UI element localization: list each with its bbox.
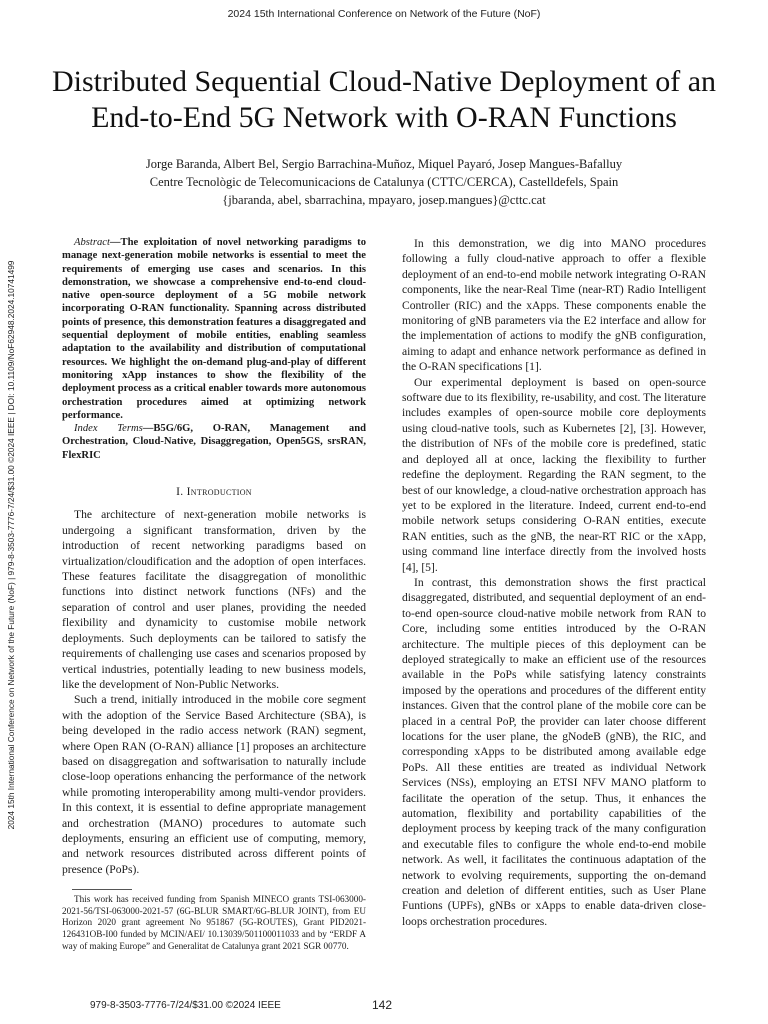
author-block bbox=[40, 155, 728, 209]
side-strip-text: 2024 15th International Conference on Network of the Future (NoF) | 979-8-3503-7776-7/24/$31.00 ©2024 IEEE | DOI: 10.1109/NoF62948.2024.10741499 bbox=[6, 260, 16, 830]
page-number: 142 bbox=[372, 998, 393, 1012]
abstract-text: —The exploitation of novel networking paradigms to manage next-generation mobile networks is essential to meet the requirements of emerging use cases and scenarios. In this demonstration, we showcase a comprehensive end-to-end cloud-native open-source deployment of a 5G mobile network incorporating O-RAN functionality. Spanning across distributed points of presence, this demonstration features a disaggregated and sequential deployment of mobile entities, enabling seamless adaptation to the availability and distribution of computational resources. We highlight the on-demand plug-and-play of different monitoring xApp instances to show the flexibility of the deployment process as a critical enabler towards more autonomous orchestration procedures aimed at optimizing network performance. bbox=[62, 237, 366, 421]
abstract-label: Abstract bbox=[74, 237, 110, 248]
author-names: Jorge Baranda, Albert Bel, Sergio Barrachina-Muñoz, Miquel Payaró, Josep Mangues-Bafalluy bbox=[145, 157, 623, 171]
left-column bbox=[62, 236, 366, 952]
index-terms-text: —B5G/6G, O-RAN, Management and Orchestration, Cloud-Native, Disaggregation, Open5GS, srsRAN, FlexRIC bbox=[62, 423, 366, 461]
left-paragraph: Such a trend, initially introduced in the mobile core segment with the adoption of the Service Based Architecture (SBA), is being developed in the radio access network (RAN) segment, where Open RAN (O-RAN) alliance [1] proposes an architecture based on disaggregation and softwarisation to naturally include close-loop operations enhancing the performance of the network while promoting interoperability among multi-vendor providers. In this context, it is essential to define appropriate management and orchestration (MANO) procedures to automate such deployments, ensuring an efficient use of computing, memory, and network resources distributed across different points of presence (PoPs). bbox=[62, 693, 366, 876]
index-terms bbox=[62, 422, 366, 462]
author-emails: {jbaranda, abel, sbarrachina, mpayaro, josep.mangues}@cttc.cat bbox=[222, 193, 546, 207]
left-paragraph: The architecture of next-generation mobile networks is undergoing a significant transformation, driven by the introduction of recent networking paradigms based on virtualization/cloudification and the adoption of open interfaces. These features facilitate the disaggregation of monolithic functions into distinct network functions (NFs) and the separation of control and user planes, providing the needed flexibility and dynamicity to customise mobile network deployments. Such deployments can be tailored to satisfy the requirements of challenging use cases and scenarios proposed by vertical industries, potentially leading to new business models, like the development of Non-Public Networks. bbox=[62, 508, 366, 691]
section-heading: I. Introduction bbox=[176, 485, 252, 499]
conference-header: 2024 15th International Conference on Network of the Future (NoF) bbox=[227, 8, 541, 20]
right-paragraph: In this demonstration, we dig into MANO procedures following a fully cloud-native approach to offer a flexible deployment of an end-to-end mobile network integrating O-RAN components, like the near-Real Time (near-RT) Radio Intelligent Controller (RIC) and the xApps. These components enable the monitoring of gNB parameters via the E2 interface and allow for the implementation of actions to modify the gNB configuration, aiming to adapt and enhance network performance as defined in the O-RAN specifications [1]. bbox=[402, 237, 706, 374]
index-terms-label: Index Terms bbox=[74, 423, 143, 435]
funding-footnote: This work has received funding from Spanish MINECO grants TSI-063000-2021-56/TSI-063000-2021-57 (6G-BLUR SMART/6G-BLUR JOINT), from EU Horizon 2020 grant agreement No 951867 (5G-ROUTES), Grant PID2021-126431OB-I00 funded by MCIN/AEI/ 10.13039/501100011033 and by “ERDF A way of making Europe” and Generalitat de Catalunya grant 2021 SGR 00770. bbox=[62, 894, 366, 951]
right-paragraph: Our experimental deployment is based on open-source software due to its flexibility, re-usability, and cost. The literature includes examples of open-source mobile core deployments using cloud-native tools, such as Kubernetes [2], [3]. However, the distribution of NFs of the mobile core is predefined, static and deployed all at once, lacking the flexibility to further redefine the deployment. Regarding the RAN segment, to the best of our knowledge, a cloud-native orchestration approach has yet to be explored in the literature. Indeed, current end-to-end mobile network setups considering O-RAN entities, execute RAN entities, such as the gNB, the near-RT RIC or the xApp, using command line interface directly from the involved hosts [4], [5]. bbox=[402, 375, 706, 574]
paper-title: Distributed Sequential Cloud-Native Deployment of an End-to-End 5G Network with O-RAN Functions bbox=[51, 65, 717, 134]
footer-isbn: 979-8-3503-7776-7/24/$31.00 ©2024 IEEE bbox=[90, 1000, 281, 1011]
right-column bbox=[402, 236, 706, 929]
side-strip bbox=[4, 185, 18, 905]
abstract bbox=[62, 236, 366, 422]
author-affiliation: Centre Tecnològic de Telecomunicacions de Catalunya (CTTC/CERCA), Castelldefels, Spain bbox=[149, 175, 619, 189]
right-paragraph: In contrast, this demonstration shows the first practical disaggregated, distributed, and sequential deployment of an end-to-end open-source cloud-native mobile network from RAN to Core, including some entities introduced by the O-RAN architecture. The multiple pieces of this deployment can be deployed strategically to make an efficient use of the resources available in the PoPs while satisfying latency constraints imposed by the operations and procedures of the different entity instances. Given that the control plane of the mobile core can be placed in a central PoP, the provider can later choose different locations for the user plane, the gNodeB (gNB), the RIC, and corresponding xApps to be distributed among available edge PoPs. All these entities are treated as individual Network Services (NSs), employing an ETSI NFV MANO platform to facilitate the operation of the setup. Thus, it enhances the automation, flexibility and portability capabilities of the deployment process by keeping track of the many configuration and executable files to configure the whole end-to-end mobile network. As well, it facilitates the continuous adaptation of the network to evolving requirements, supporting the on-demand creation and deletion of different entities, such as User Plane Funtions (UPFs), gNBs or xApps to enable data-driven close-loops orchestration procedures. bbox=[402, 575, 706, 928]
footnote-divider bbox=[72, 889, 132, 890]
